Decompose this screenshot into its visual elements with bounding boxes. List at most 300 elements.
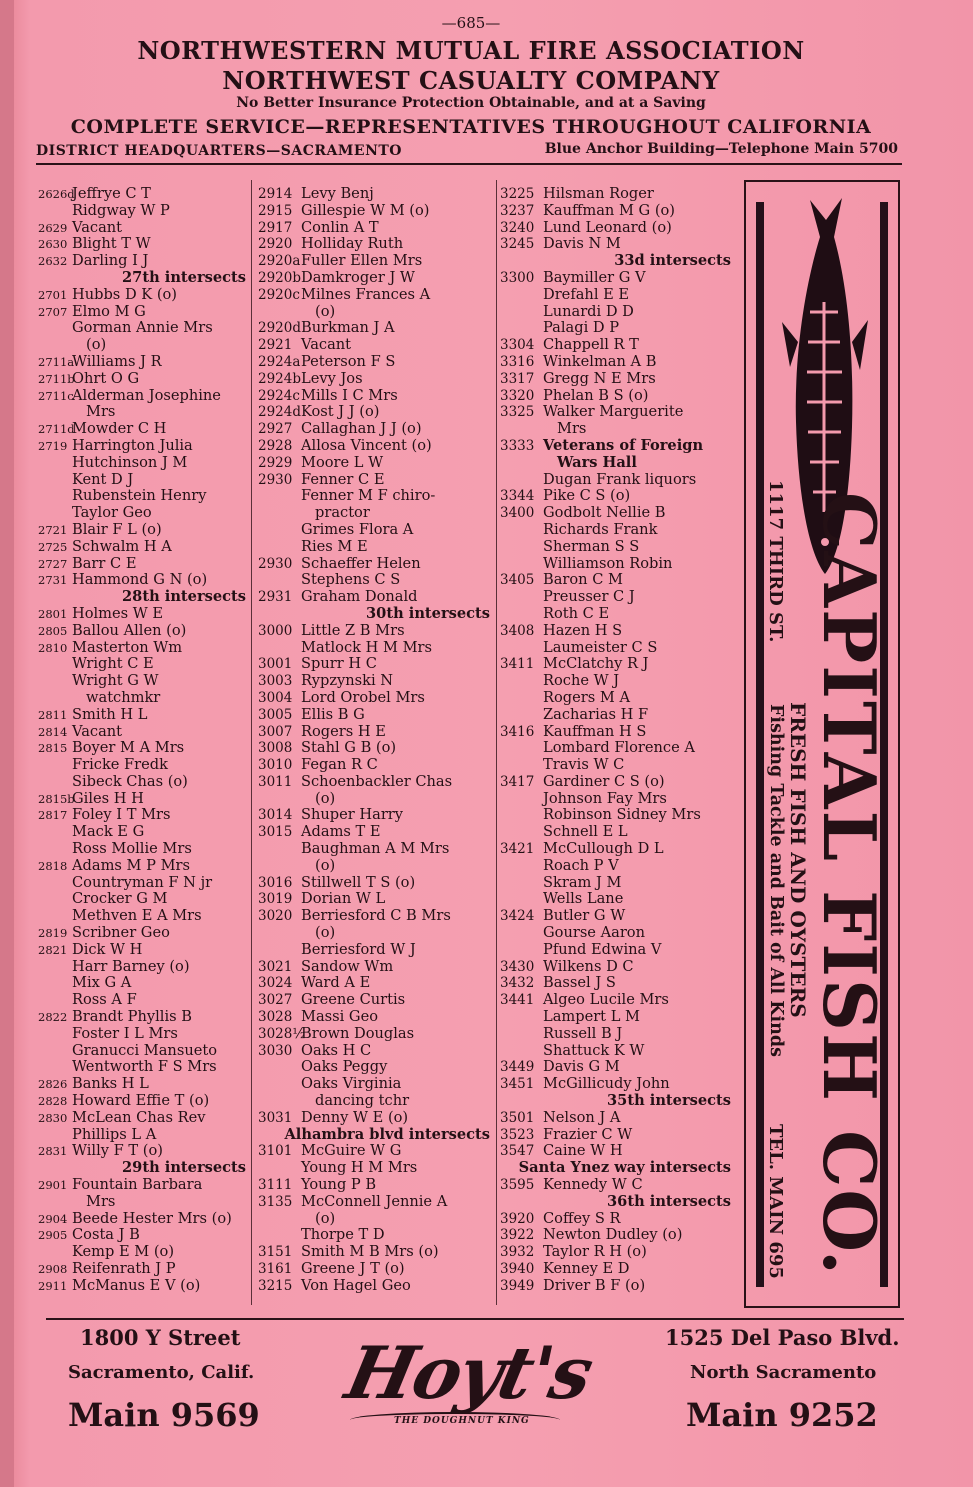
directory-entry <box>500 942 735 959</box>
resident-name: Godbolt Nellie B <box>543 504 666 522</box>
directory-entry <box>38 975 250 992</box>
house-number: 3316 <box>500 353 535 370</box>
house-number: 3004 <box>258 689 293 706</box>
house-number: 2908 <box>38 1262 68 1276</box>
house-number: 3019 <box>258 891 293 908</box>
resident-name: Laumeister C S <box>543 638 658 656</box>
directory-entry <box>258 337 494 354</box>
house-number: 3501 <box>500 1109 535 1126</box>
resident-name: Shattuck K W <box>543 1041 645 1059</box>
resident-name: Scribner Geo <box>72 924 170 942</box>
directory-entry <box>500 1211 735 1228</box>
directory-entry <box>500 589 735 606</box>
resident-name: Davis N M <box>543 235 621 253</box>
house-number: 2828 <box>38 1094 68 1109</box>
directory-entry <box>258 505 494 522</box>
directory-entry <box>38 304 250 321</box>
resident-name: Zacharias H F <box>543 705 649 723</box>
directory-column-1 <box>38 186 250 1295</box>
header-service: COMPLETE SERVICE—REPRESENTATIVES THROUGHOUT CALIFORNIA <box>70 116 872 138</box>
header-rule <box>36 163 902 165</box>
resident-name: Wentworth F S Mrs <box>72 1058 217 1076</box>
resident-name: Elmo M G <box>72 302 146 320</box>
house-number: 3432 <box>500 975 535 992</box>
house-number: 2826 <box>38 1077 68 1092</box>
resident-name: Countryman F N jr <box>72 873 213 891</box>
directory-entry <box>38 841 250 858</box>
directory-entry <box>38 690 250 707</box>
directory-entry <box>258 640 494 657</box>
directory-entry <box>258 1059 494 1076</box>
directory-entry <box>38 707 250 724</box>
resident-name: Holliday Ruth <box>301 235 404 253</box>
directory-entry <box>38 337 250 354</box>
house-number: 3300 <box>500 269 535 286</box>
resident-name: Ward A E <box>301 974 371 992</box>
resident-name: Hubbs D K (o) <box>72 285 177 303</box>
house-number: 3024 <box>258 975 293 992</box>
resident-name: Foley I T Mrs <box>72 806 171 824</box>
resident-name: Stahl G B (o) <box>301 739 397 757</box>
resident-name: Dugan Frank liquors <box>543 470 697 488</box>
directory-entry <box>258 774 494 791</box>
directory-entry <box>500 236 735 253</box>
ad-company-name: CAPITAL FISH CO. <box>807 492 892 1277</box>
house-number: 3151 <box>258 1244 293 1261</box>
footer-left-address: 1800 Y Street <box>80 1325 241 1350</box>
directory-entry <box>258 522 494 539</box>
house-number: 3405 <box>500 572 535 589</box>
resident-name: Preusser C J <box>543 588 635 606</box>
directory-entry <box>38 1143 250 1160</box>
resident-name: McGillicudy John <box>543 1075 670 1093</box>
directory-entry <box>38 891 250 908</box>
page-binding-edge <box>0 0 14 1487</box>
directory-entry <box>500 774 735 791</box>
resident-name: Wilkens D C <box>543 957 634 975</box>
directory-entry <box>500 925 735 942</box>
house-number: 3421 <box>500 841 535 858</box>
house-number: 3240 <box>500 219 535 236</box>
directory-entry <box>38 640 250 657</box>
directory-entry <box>38 1026 250 1043</box>
house-number: 2819 <box>38 926 68 941</box>
house-number: 3245 <box>500 236 535 253</box>
resident-name: Drefahl E E <box>543 285 630 303</box>
resident-name: Young H M Mrs <box>301 1159 418 1177</box>
directory-entry <box>38 1194 250 1211</box>
house-number: 3237 <box>500 202 535 219</box>
directory-entry <box>500 959 735 976</box>
resident-name: Williams J R <box>72 352 162 370</box>
house-number: 3011 <box>258 773 293 790</box>
resident-name: Levy Jos <box>301 369 363 387</box>
directory-entry <box>258 673 494 690</box>
house-number: 2931 <box>258 589 293 606</box>
resident-name: Kemp E M (o) <box>72 1243 175 1261</box>
directory-entry <box>38 354 250 371</box>
directory-entry <box>258 1244 494 1261</box>
directory-entry <box>258 1261 494 1278</box>
directory-entry <box>500 757 735 774</box>
resident-name: Ross A F <box>72 991 137 1009</box>
resident-name: Stephens C S <box>301 571 401 589</box>
resident-name: McManus E V (o) <box>72 1276 201 1294</box>
house-number: 3317 <box>500 370 535 387</box>
resident-name: Brandt Phyllis B <box>72 1008 192 1026</box>
directory-entry <box>38 724 250 741</box>
directory-entry <box>258 354 494 371</box>
directory-entry <box>500 186 735 203</box>
house-number: 3400 <box>500 505 535 522</box>
house-number: 2904 <box>38 1211 68 1226</box>
directory-entry <box>258 724 494 741</box>
directory-entry <box>38 1110 250 1127</box>
directory-entry <box>500 740 735 757</box>
resident-name: Algeo Lucile Mrs <box>543 991 669 1009</box>
directory-entry <box>500 908 735 925</box>
resident-name: McCullough D L <box>543 840 664 858</box>
house-number: 3101 <box>258 1143 293 1160</box>
resident-name: Adams M P Mrs <box>72 856 190 874</box>
directory-entry <box>500 505 735 522</box>
directory-entry <box>258 404 494 421</box>
resident-name: Ellis B G <box>301 705 365 723</box>
resident-name: Moore L W <box>301 453 384 471</box>
resident-name: Williamson Robin <box>543 554 673 572</box>
resident-name: practor <box>315 504 370 522</box>
directory-entry <box>258 304 494 321</box>
house-number: 3333 <box>500 437 535 454</box>
resident-name: Fountain Barbara <box>72 1176 203 1194</box>
directory-entry <box>38 807 250 824</box>
directory-entry <box>500 1278 735 1295</box>
resident-name: Lampert L M <box>543 1008 640 1026</box>
house-number: 2924a <box>258 353 301 370</box>
directory-entry <box>500 1227 735 1244</box>
directory-entry <box>258 975 494 992</box>
resident-name: Fegan R C <box>301 756 378 774</box>
resident-name: Newton Dudley (o) <box>543 1226 683 1244</box>
directory-entry <box>500 975 735 992</box>
resident-name: (o) <box>315 1209 336 1227</box>
directory-entry <box>38 539 250 556</box>
directory-entry <box>38 472 250 489</box>
resident-name: Vacant <box>72 722 123 740</box>
directory-entry <box>38 522 250 539</box>
house-number: 2707 <box>38 304 68 319</box>
directory-entry <box>258 942 494 959</box>
directory-entry <box>500 1026 735 1043</box>
house-number: 3595 <box>500 1177 535 1194</box>
resident-name: Banks H L <box>72 1075 149 1093</box>
resident-name: Little Z B Mrs <box>301 621 405 639</box>
directory-entry <box>258 1110 494 1127</box>
directory-entry <box>38 1211 250 1228</box>
resident-name: Berriesford W J <box>301 940 416 958</box>
resident-name: Roach P V <box>543 856 619 874</box>
directory-entry <box>38 858 250 875</box>
directory-entry <box>258 539 494 556</box>
house-number: 3408 <box>500 622 535 639</box>
directory-entry <box>258 556 494 573</box>
directory-entry <box>500 891 735 908</box>
directory-entry <box>500 539 735 556</box>
house-number: 2920d <box>258 320 301 337</box>
resident-name: Ohrt O G <box>72 369 140 387</box>
house-number: 3021 <box>258 958 293 975</box>
capital-fish-advertisement <box>744 180 900 1308</box>
directory-entry <box>500 472 735 489</box>
resident-name: Fricke Fredk <box>72 756 168 774</box>
resident-name: McLean Chas Rev <box>72 1108 206 1126</box>
directory-entry <box>258 1093 494 1110</box>
resident-name: Masterton Wm <box>72 638 183 656</box>
directory-entry <box>500 807 735 824</box>
resident-name: Ridgway W P <box>72 201 170 219</box>
resident-name: Ries M E <box>301 537 368 555</box>
resident-name: Smith H L <box>72 705 148 723</box>
house-number: 2920b <box>258 269 301 286</box>
directory-entry <box>258 1194 494 1211</box>
directory-entry <box>258 572 494 589</box>
resident-name: Hutchinson J M <box>72 453 188 471</box>
directory-entry <box>258 757 494 774</box>
directory-entry <box>258 253 494 270</box>
directory-entry <box>258 236 494 253</box>
directory-entry <box>38 1093 250 1110</box>
house-number: 3424 <box>500 908 535 925</box>
directory-entry <box>258 707 494 724</box>
resident-name: dancing tchr <box>315 1092 410 1110</box>
house-number: 2711d <box>38 422 75 437</box>
house-number: 3016 <box>258 874 293 891</box>
directory-entry <box>500 656 735 673</box>
directory-entry <box>38 438 250 455</box>
house-number: 2815b <box>38 791 75 806</box>
directory-entry <box>500 1110 735 1127</box>
resident-name: Denny W E (o) <box>301 1108 409 1126</box>
resident-name: Chappell R T <box>543 336 639 354</box>
resident-name: (o) <box>315 924 336 942</box>
directory-entry <box>500 270 735 287</box>
resident-name: Nelson J A <box>543 1108 621 1126</box>
resident-name: Fenner C E <box>301 470 385 488</box>
house-number: 3523 <box>500 1126 535 1143</box>
directory-entry <box>258 1076 494 1093</box>
resident-name: Gillespie W M (o) <box>301 201 430 219</box>
directory-column-2 <box>258 186 494 1295</box>
resident-name: Blight T W <box>72 235 151 253</box>
house-number: 2920a <box>258 253 301 270</box>
directory-entry <box>38 1177 250 1194</box>
directory-entry <box>38 371 250 388</box>
resident-name: Damkroger J W <box>301 268 415 286</box>
house-number: 2719 <box>38 438 68 453</box>
directory-entry <box>258 270 494 287</box>
directory-entry <box>258 891 494 908</box>
house-number: 3547 <box>500 1143 535 1160</box>
house-number: 3005 <box>258 706 293 723</box>
resident-name: McClatchy R J <box>543 655 649 673</box>
directory-entry <box>258 203 494 220</box>
resident-name: Winkelman A B <box>543 352 657 370</box>
directory-entry <box>500 640 735 657</box>
directory-entry <box>500 455 735 472</box>
resident-name: Walker Marguerite <box>543 403 684 421</box>
resident-name: Kent D J <box>72 470 134 488</box>
resident-name: Smith M B Mrs (o) <box>301 1243 439 1261</box>
directory-entry <box>258 841 494 858</box>
resident-name: Russell B J <box>543 1024 623 1042</box>
directory-entry <box>38 606 250 623</box>
directory-entry <box>258 1227 494 1244</box>
resident-name: Richards Frank <box>543 520 658 538</box>
resident-name: Berriesford C B Mrs <box>301 907 451 925</box>
resident-name: Wright C E <box>72 655 154 673</box>
directory-entry <box>500 824 735 841</box>
resident-name: Schwalm H A <box>72 537 172 555</box>
directory-entry <box>258 186 494 203</box>
footer-right-address: 1525 Del Paso Blvd. <box>665 1325 900 1350</box>
directory-entry <box>500 1261 735 1278</box>
directory-entry <box>258 320 494 337</box>
resident-name: Lunardi D D <box>543 302 634 320</box>
house-number: 2711b <box>38 371 75 386</box>
house-number: 3411 <box>500 656 535 673</box>
hoyts-logo-text: Hoyt's <box>338 1330 599 1415</box>
directory-entry <box>258 287 494 304</box>
directory-entry <box>38 572 250 589</box>
resident-name: Jeffrye C T <box>72 185 151 202</box>
house-number: 2711a <box>38 354 75 369</box>
house-number: 2801 <box>38 606 68 621</box>
directory-entry <box>38 388 250 405</box>
house-number: 2811 <box>38 707 68 722</box>
house-number: 2817 <box>38 808 68 823</box>
ad-fresh-fish: FRESH FISH AND OYSTERS <box>786 702 810 1018</box>
directory-entry <box>500 404 735 421</box>
house-number: 2725 <box>38 539 68 554</box>
directory-entry <box>38 774 250 791</box>
directory-entry <box>258 1143 494 1160</box>
resident-name: Roth C E <box>543 604 610 622</box>
directory-entry <box>500 1127 735 1144</box>
directory-entry <box>38 1043 250 1060</box>
cross-street-heading: 30th intersects <box>366 604 490 622</box>
resident-name: Veterans of Foreign <box>543 436 704 454</box>
house-number: 3135 <box>258 1193 293 1210</box>
resident-name: Schnell E L <box>543 823 628 841</box>
directory-entry <box>500 1177 735 1194</box>
cross-street-heading: 28th intersects <box>122 588 246 606</box>
resident-name: Dorian W L <box>301 890 386 908</box>
resident-name: Foster I L Mrs <box>72 1024 178 1042</box>
directory-entry <box>500 220 735 237</box>
hoyts-logo-tagline: THE DOUGHNUT KING <box>394 1416 530 1426</box>
resident-name: Greene Curtis <box>301 991 406 1009</box>
directory-entry <box>258 824 494 841</box>
resident-name: Lund Leonard (o) <box>543 218 672 236</box>
resident-name: Holmes W E <box>72 604 164 622</box>
directory-entry <box>258 959 494 976</box>
footer-left-city: Sacramento, Calif. <box>68 1362 255 1383</box>
directory-entry <box>258 656 494 673</box>
house-number: 2915 <box>258 202 293 219</box>
directory-entry <box>38 740 250 757</box>
resident-name: Howard Effie T (o) <box>72 1092 210 1110</box>
resident-name: Massi Geo <box>301 1008 379 1026</box>
directory-column-3 <box>500 186 735 1295</box>
directory-entry <box>38 959 250 976</box>
page-number: —685— <box>441 14 501 32</box>
resident-name: Kennedy W C <box>543 1176 643 1194</box>
house-number: 3449 <box>500 1059 535 1076</box>
house-number: 2727 <box>38 556 68 571</box>
resident-name: Wright G W <box>72 672 159 690</box>
house-number: 3417 <box>500 773 535 790</box>
directory-entry <box>258 488 494 505</box>
directory-entry <box>258 220 494 237</box>
house-number: 2821 <box>38 942 68 957</box>
resident-name: Sherman S S <box>543 537 640 555</box>
resident-name: Ross Mollie Mrs <box>72 840 192 858</box>
directory-entry <box>500 858 735 875</box>
directory-entry <box>500 707 735 724</box>
directory-entry <box>500 992 735 1009</box>
directory-entry <box>38 1227 250 1244</box>
cross-street-heading: Santa Ynez way intersects <box>518 1159 731 1177</box>
house-number: 2630 <box>38 237 68 252</box>
cross-street-heading: 36th intersects <box>607 1192 731 1210</box>
directory-entry <box>258 807 494 824</box>
directory-entry <box>258 908 494 925</box>
resident-name: Phillips L A <box>72 1125 157 1143</box>
house-number: 3111 <box>258 1177 293 1194</box>
house-number: 3007 <box>258 723 293 740</box>
resident-name: Levy Benj <box>301 185 374 202</box>
house-number: 2805 <box>38 623 68 638</box>
house-number: 2920 <box>258 236 293 253</box>
directory-entry <box>38 287 250 304</box>
resident-name: Milnes Frances A <box>301 285 431 303</box>
directory-entry <box>258 388 494 405</box>
directory-entry <box>258 371 494 388</box>
resident-name: Sandow Wm <box>301 957 394 975</box>
directory-entry <box>38 1059 250 1076</box>
resident-name: Kenney E D <box>543 1260 630 1277</box>
resident-name: Rogers H E <box>301 722 386 740</box>
directory-entry <box>500 572 735 589</box>
house-number: 3161 <box>258 1261 293 1277</box>
cross-street-heading: 27th intersects <box>122 268 246 286</box>
resident-name: Brown Douglas <box>301 1024 415 1042</box>
directory-entry <box>38 1009 250 1026</box>
directory-entry <box>38 1261 250 1278</box>
ad-tagline: Fishing Tackle and Bait of All Kinds <box>766 704 786 1057</box>
cross-street-heading: Alhambra blvd intersects <box>284 1125 490 1143</box>
directory-entry <box>500 1143 735 1160</box>
resident-name: Dick W H <box>72 940 143 958</box>
house-number: 2731 <box>38 573 68 588</box>
resident-name: Burkman J A <box>301 319 395 337</box>
directory-entry <box>38 1244 250 1261</box>
resident-name: Wars Hall <box>557 453 637 471</box>
resident-name: Vacant <box>72 218 123 236</box>
footer-rule <box>46 1318 904 1320</box>
house-number: 2815 <box>38 741 68 756</box>
resident-name: Frazier C W <box>543 1125 633 1143</box>
